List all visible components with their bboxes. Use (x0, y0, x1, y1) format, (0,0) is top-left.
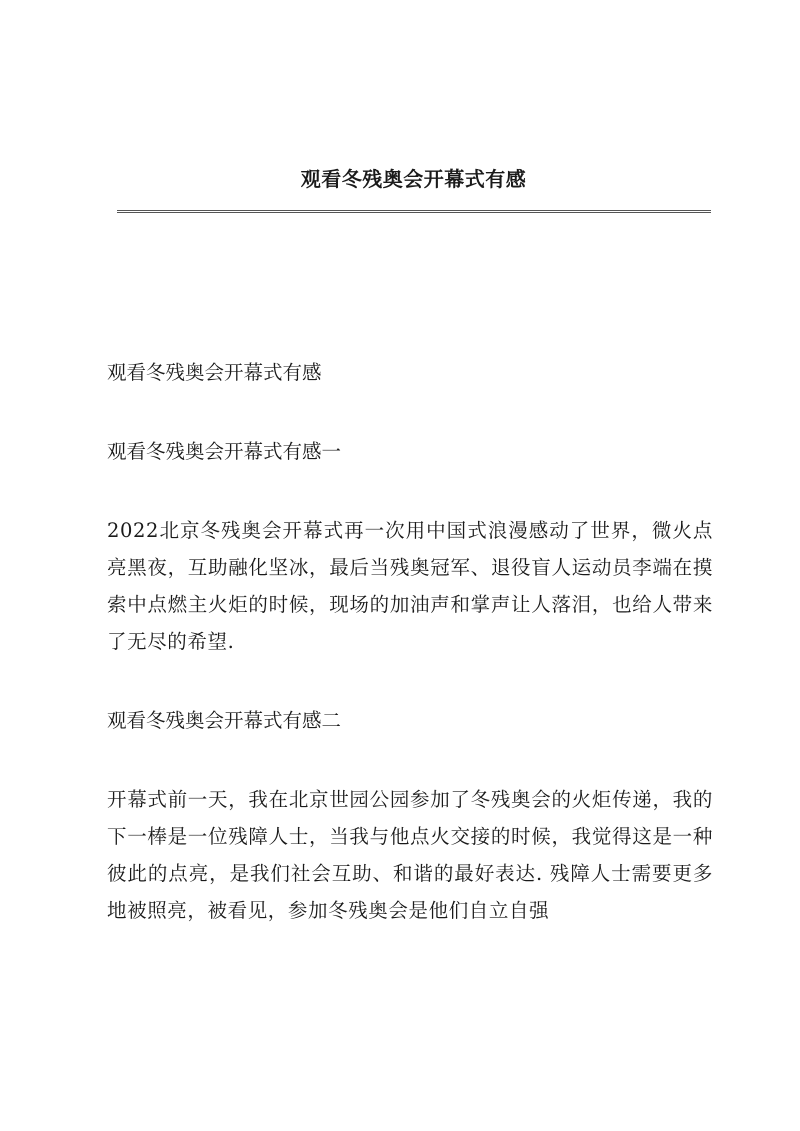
heading-main: 观看冬残奥会开幕式有感 (107, 361, 322, 384)
document-title: 观看冬残奥会开幕式有感 (300, 167, 527, 191)
heading-part-one: 观看冬残奥会开幕式有感一 (107, 440, 342, 463)
paragraph-part-one: 2022北京冬残奥会开幕式再一次用中国式浪漫感动了世界，微火点亮黑夜，互助融化坚冰，最后当残奥冠军、退役盲人运动员李端在摸索中点燃主火炬的时候，现场的加油声和掌声让人落泪，也给人带来了无尽的希望. (107, 519, 713, 653)
document-body (107, 354, 713, 971)
paragraph-part-two: 开幕式前一天，我在北京世园公园参加了冬残奥会的火炬传递，我的下一棒是一位残障人士，当我与他点火交接的时候，我觉得这是一种彼此的点亮，是我们社会互助、和谐的最好表达. 残障人士需要更多地被照亮，被看见，参加冬残奥会是他们自立自强 (107, 788, 713, 922)
heading-part-two: 观看冬残奥会开幕式有感二 (107, 709, 342, 732)
title-underline-divider (117, 210, 711, 213)
